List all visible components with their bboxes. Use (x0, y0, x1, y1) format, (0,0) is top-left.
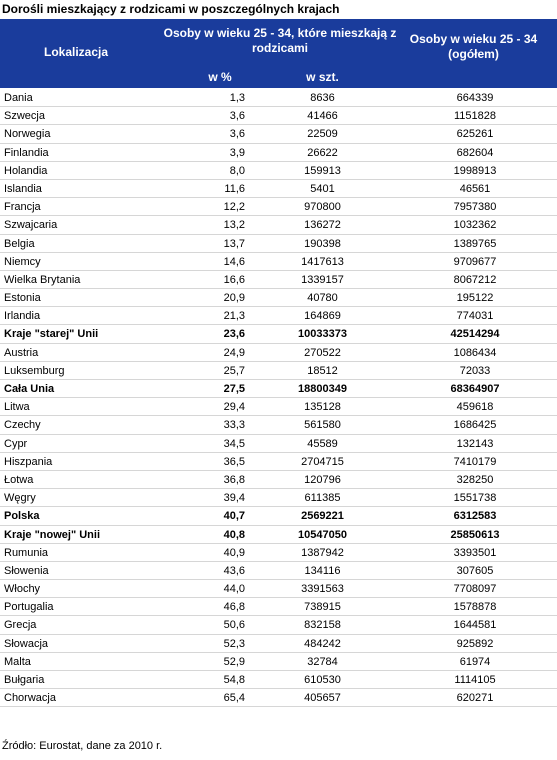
cell-percent: 43,6 (223, 564, 245, 577)
cell-percent: 40,9 (223, 546, 245, 559)
cell-percent: 54,8 (223, 674, 245, 686)
cell-total: 9709677 (453, 255, 497, 268)
cell-total: 1551738 (453, 492, 497, 505)
table-row (0, 89, 557, 107)
cell-total: 459618 (456, 401, 494, 414)
cell-location: Finlandia (4, 146, 49, 159)
cell-total: 620271 (456, 692, 494, 705)
table-row (0, 107, 557, 125)
cell-percent: 52,9 (223, 655, 245, 668)
cell-count: 8636 (310, 92, 335, 104)
cell-count: 26622 (307, 146, 338, 159)
cell-location: Islandia (4, 182, 42, 195)
cell-location: Litwa (4, 401, 30, 414)
cell-percent: 44,0 (223, 583, 245, 596)
cell-percent: 12,2 (223, 201, 245, 214)
table-row (0, 271, 557, 289)
cell-location: Bułgaria (4, 674, 45, 686)
cell-location: Włochy (4, 583, 41, 596)
table-row (0, 125, 557, 143)
cell-total: 195122 (456, 292, 494, 305)
cell-location: Kraje "starej" Unii (4, 328, 99, 341)
table-row (0, 307, 557, 325)
cell-location: Czechy (4, 419, 41, 432)
cell-location: Dania (4, 92, 33, 104)
table-row (0, 180, 557, 198)
table-row (0, 380, 557, 398)
cell-count: 738915 (304, 601, 341, 614)
cell-count: 2569221 (301, 510, 344, 523)
cell-total: 68364907 (450, 383, 500, 395)
cell-count: 159913 (304, 164, 341, 177)
cell-total: 1151828 (453, 110, 496, 123)
cell-percent: 46,8 (223, 601, 245, 614)
cell-total: 682604 (456, 146, 494, 159)
cell-total: 307605 (456, 564, 494, 577)
cell-location: Węgry (4, 492, 36, 505)
cell-location: Hiszpania (4, 455, 53, 468)
cell-total: 42514294 (450, 328, 500, 341)
header-living-with-parents: Osoby w wieku 25 - 34, które mieszkają z rodzicami (163, 26, 397, 55)
cell-percent: 3,6 (229, 128, 245, 141)
table-row (0, 416, 557, 434)
cell-count: 22509 (307, 128, 338, 141)
cell-location: Chorwacja (4, 692, 56, 705)
table-row (0, 344, 557, 362)
source-note: Źródło: Eurostat, dane za 2010 r. (2, 740, 163, 752)
cell-location: Cypr (4, 437, 28, 450)
cell-total: 1032362 (453, 219, 497, 232)
cell-location: Belgia (4, 237, 35, 250)
table-row (0, 253, 557, 271)
cell-count: 405657 (304, 692, 341, 705)
header-location: Lokalizacja (43, 45, 109, 59)
cell-location: Szwecja (4, 110, 45, 123)
cell-total: 664339 (456, 92, 494, 104)
cell-percent: 13,2 (223, 219, 245, 232)
cell-total: 1114105 (454, 674, 496, 686)
cell-count: 611385 (304, 492, 341, 505)
cell-percent: 24,9 (223, 346, 245, 359)
table-row (0, 471, 557, 489)
cell-total: 132143 (456, 437, 494, 450)
cell-percent: 36,8 (223, 473, 245, 486)
cell-location: Łotwa (4, 473, 34, 486)
table-row (0, 162, 557, 180)
cell-location: Portugalia (4, 601, 54, 614)
cell-percent: 14,6 (223, 255, 245, 268)
cell-count: 18800349 (298, 383, 347, 395)
cell-location: Estonia (4, 292, 41, 305)
cell-percent: 29,4 (223, 401, 245, 414)
cell-count: 1387942 (301, 546, 344, 559)
cell-count: 32784 (307, 655, 338, 668)
cell-percent: 13,7 (223, 237, 245, 250)
cell-total: 774031 (456, 310, 494, 323)
cell-count: 41466 (307, 110, 338, 123)
cell-count: 3391563 (301, 583, 344, 596)
cell-count: 2704715 (301, 455, 344, 468)
cell-percent: 3,9 (229, 146, 245, 159)
cell-count: 134116 (304, 564, 341, 577)
cell-count: 40780 (307, 292, 338, 305)
cell-total: 1644581 (453, 619, 497, 632)
cell-percent: 27,5 (223, 383, 245, 395)
cell-count: 970800 (304, 201, 341, 214)
cell-location: Rumunia (4, 546, 49, 559)
cell-count: 135128 (304, 401, 341, 414)
table-row (0, 562, 557, 580)
cell-total: 25850613 (450, 528, 500, 541)
cell-count: 120796 (304, 473, 341, 486)
cell-location: Luksemburg (4, 364, 65, 377)
table-row (0, 616, 557, 634)
cell-count: 18512 (307, 364, 338, 377)
cell-location: Malta (4, 655, 31, 668)
table-row (0, 507, 557, 525)
cell-count: 270522 (304, 346, 341, 359)
table-row (0, 544, 557, 562)
table-row (0, 635, 557, 653)
table-row (0, 489, 557, 507)
table-row (0, 235, 557, 253)
cell-count: 164869 (304, 310, 341, 323)
table-row (0, 526, 557, 544)
cell-percent: 16,6 (223, 273, 245, 286)
cell-count: 190398 (304, 237, 341, 250)
cell-count: 484242 (304, 637, 341, 650)
table-row (0, 144, 557, 162)
cell-percent: 52,3 (223, 637, 245, 650)
cell-percent: 25,7 (223, 364, 245, 377)
cell-percent: 34,5 (223, 437, 245, 450)
cell-total: 7957380 (453, 201, 497, 214)
cell-location: Polska (4, 510, 40, 523)
header-percent: w % (208, 70, 232, 84)
cell-percent: 11,6 (224, 182, 245, 195)
cell-count: 832158 (304, 619, 341, 632)
table-row (0, 689, 557, 707)
cell-total: 7410179 (453, 455, 497, 468)
table-body (0, 89, 557, 707)
cell-percent: 33,3 (223, 419, 245, 432)
cell-total: 7708097 (453, 583, 497, 596)
cell-total: 328250 (456, 473, 494, 486)
cell-total: 625261 (456, 128, 494, 141)
table-row (0, 325, 557, 343)
cell-percent: 65,4 (223, 692, 245, 705)
cell-location: Grecja (4, 619, 37, 632)
cell-location: Kraje "nowej" Unii (4, 528, 101, 541)
cell-total: 1086434 (453, 346, 497, 359)
table-header (0, 19, 557, 88)
cell-count: 10547050 (298, 528, 347, 541)
cell-location: Niemcy (4, 255, 41, 268)
cell-total: 61974 (459, 655, 491, 668)
cell-percent: 23,6 (223, 328, 245, 341)
cell-location: Holandia (4, 164, 48, 177)
cell-percent: 39,4 (223, 492, 245, 505)
cell-total: 3393501 (453, 546, 497, 559)
cell-location: Irlandia (4, 310, 41, 323)
cell-percent: 21,3 (223, 310, 245, 323)
cell-count: 561580 (304, 419, 341, 432)
cell-total: 1578878 (453, 601, 497, 614)
cell-percent: 3,6 (229, 110, 245, 123)
table-row (0, 653, 557, 671)
cell-total: 72033 (459, 364, 491, 377)
table-row (0, 671, 557, 689)
table-row (0, 198, 557, 216)
cell-total: 6312583 (453, 510, 497, 523)
cell-percent: 50,6 (223, 619, 245, 632)
cell-location: Cała Unia (4, 383, 55, 395)
table-row (0, 580, 557, 598)
cell-location: Norwegia (4, 128, 51, 141)
cell-location: Szwajcaria (4, 219, 58, 232)
cell-total: 1998913 (453, 164, 497, 177)
table-row (0, 216, 557, 234)
cell-location: Austria (4, 346, 39, 359)
cell-count: 136272 (304, 219, 341, 232)
table-title: Dorośli mieszkający z rodzicami w poszczególnych krajach (2, 2, 340, 16)
cell-total: 1686425 (453, 419, 497, 432)
cell-percent: 20,9 (223, 292, 245, 305)
cell-count: 5401 (310, 182, 335, 195)
header-count: w szt. (306, 70, 339, 84)
cell-percent: 36,5 (223, 455, 245, 468)
cell-count: 45589 (307, 437, 338, 450)
header-total: Osoby w wieku 25 - 34 (ogółem) (409, 32, 538, 61)
cell-percent: 8,0 (229, 164, 245, 177)
table-row (0, 598, 557, 616)
cell-percent: 40,7 (223, 510, 245, 523)
cell-location: Słowenia (4, 564, 49, 577)
cell-count: 1417613 (301, 255, 344, 268)
cell-total: 46561 (459, 182, 491, 195)
cell-count: 1339157 (301, 273, 344, 286)
cell-percent: 40,8 (223, 528, 245, 541)
table-row (0, 453, 557, 471)
cell-percent: 1,3 (229, 92, 245, 104)
cell-total: 8067212 (453, 273, 497, 286)
cell-location: Francja (4, 201, 41, 214)
table-row (0, 435, 557, 453)
cell-total: 925892 (456, 637, 494, 650)
cell-count: 610530 (304, 674, 341, 686)
table-row (0, 398, 557, 416)
cell-location: Wielka Brytania (4, 273, 81, 286)
cell-count: 10033373 (298, 328, 347, 341)
cell-location: Słowacja (4, 637, 49, 650)
cell-total: 1389765 (453, 237, 497, 250)
table-row (0, 289, 557, 307)
table-row (0, 362, 557, 380)
